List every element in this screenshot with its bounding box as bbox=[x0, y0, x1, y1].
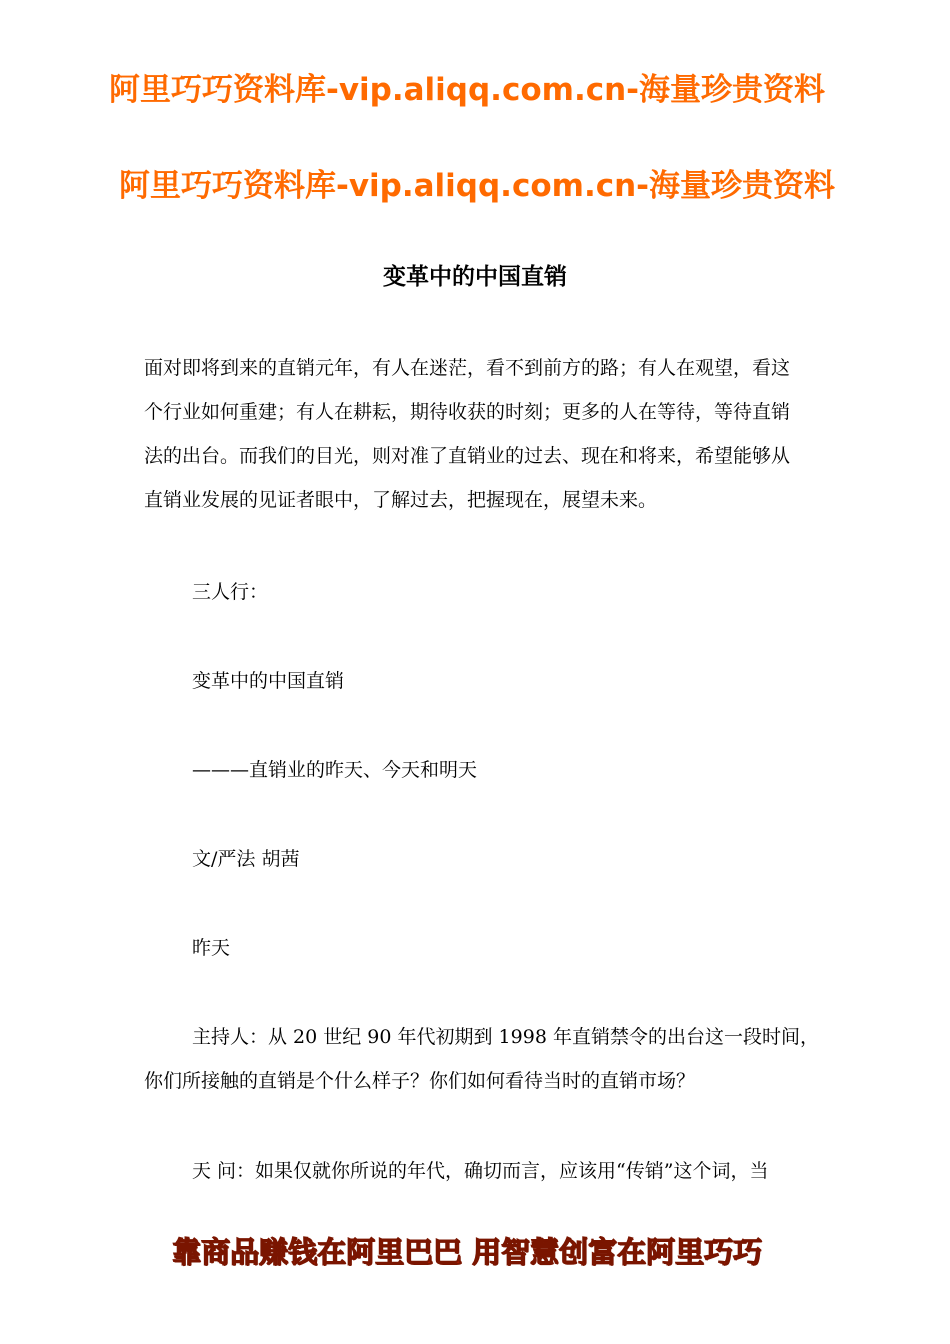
host-line: 你们所接触的直销是个什么样子？你们如何看待当时的直销市场？ bbox=[144, 1070, 696, 1092]
intro-line: 法的出台。而我们的目光，则对准了直销业的过去、现在和将来，希望能够从 bbox=[144, 445, 791, 467]
tianwen-answer bbox=[144, 1149, 800, 1193]
byline: 文/严法 胡茜 bbox=[192, 848, 300, 870]
intro-line: 直销业发展的见证者眼中，了解过去，把握现在，展望未来。 bbox=[144, 489, 658, 511]
intro-line: 面对即将到来的直销元年，有人在迷茫，看不到前方的路；有人在观望，看这 bbox=[144, 357, 791, 379]
document-title: 变革中的中国直销 bbox=[383, 263, 567, 290]
tagline: ———直销业的昨天、今天和明天 bbox=[192, 759, 478, 781]
host-question bbox=[144, 1015, 819, 1103]
intro-paragraph bbox=[144, 346, 800, 522]
intro-line: 个行业如何重建；有人在耕耘，期待收获的时刻；更多的人在等待，等待直销 bbox=[144, 401, 791, 423]
tianwen-line: 天 问：如果仅就你所说的年代，确切而言，应该用“传销”这个词，当 bbox=[192, 1160, 769, 1182]
subtitle: 变革中的中国直销 bbox=[192, 670, 345, 692]
section-heading: 昨天 bbox=[192, 937, 231, 959]
header-banner-1: 阿里巧巧资料库-vip.aliqq.com.cn-海量珍贵资料 bbox=[108, 72, 826, 108]
footer-banner: 靠商品赚钱在阿里巴巴 用智慧创富在阿里巧巧 bbox=[171, 1235, 763, 1269]
header-banner-2: 阿里巧巧资料库-vip.aliqq.com.cn-海量珍贵资料 bbox=[118, 168, 836, 204]
column-label: 三人行： bbox=[192, 581, 269, 603]
host-line: 主持人：从 20 世纪 90 年代初期到 1998 年直销禁令的出台这一段时间， bbox=[192, 1026, 819, 1048]
